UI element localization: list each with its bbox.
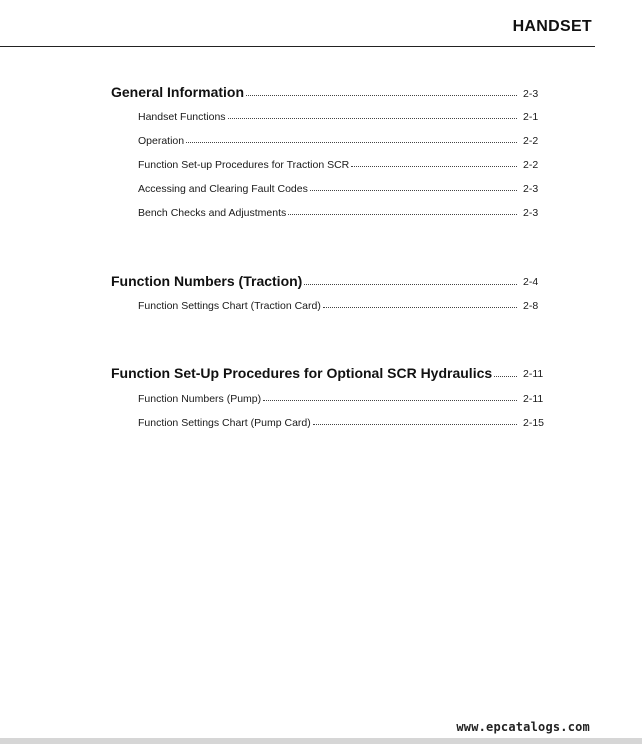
toc-item-fault-codes[interactable] bbox=[138, 183, 517, 195]
page-header bbox=[0, 0, 595, 47]
toc-item-label: Function Settings Chart (Pump Card) bbox=[138, 417, 311, 429]
bottom-strip bbox=[0, 738, 642, 744]
toc-item-page: 2-2 bbox=[523, 159, 539, 171]
toc-item-settings-chart-pump[interactable] bbox=[138, 417, 517, 429]
toc-leader-dots bbox=[310, 190, 517, 191]
toc-item-page: 2-8 bbox=[523, 300, 539, 312]
toc-leader-dots bbox=[288, 214, 517, 215]
toc-leader-dots bbox=[494, 376, 517, 377]
toc-leader-dots bbox=[304, 284, 517, 285]
toc-section-title: Function Numbers (Traction) bbox=[111, 273, 303, 289]
toc-leader-dots bbox=[246, 95, 517, 96]
toc-item-settings-chart-traction[interactable] bbox=[138, 300, 517, 312]
toc-section-general-information[interactable] bbox=[111, 84, 517, 100]
watermark: www.epcatalogs.com bbox=[456, 720, 590, 734]
toc-section-optional-scr-hydraulics[interactable] bbox=[111, 365, 517, 381]
toc-item-function-setup-traction[interactable] bbox=[138, 159, 517, 171]
toc-item-page: 2-3 bbox=[523, 183, 539, 195]
toc-section-page: 2-11 bbox=[523, 368, 544, 380]
toc-item-page: 2-15 bbox=[523, 417, 545, 429]
toc-item-page: 2-2 bbox=[523, 135, 539, 147]
toc-item-page: 2-1 bbox=[523, 111, 539, 123]
toc-item-bench-checks[interactable] bbox=[138, 207, 517, 219]
toc-section-page: 2-4 bbox=[523, 276, 539, 288]
toc-leader-dots bbox=[263, 400, 517, 401]
toc-item-function-numbers-pump[interactable] bbox=[138, 393, 517, 405]
toc-leader-dots bbox=[186, 142, 517, 143]
toc-item-page: 2-11 bbox=[523, 393, 544, 405]
toc-leader-dots bbox=[228, 118, 517, 119]
toc-leader-dots bbox=[323, 307, 517, 308]
toc-item-label: Function Settings Chart (Traction Card) bbox=[138, 300, 321, 312]
page-title: HANDSET bbox=[512, 18, 592, 35]
toc-item-operation[interactable] bbox=[138, 135, 517, 147]
toc-item-label: Function Numbers (Pump) bbox=[138, 393, 262, 405]
toc-item-page: 2-3 bbox=[523, 207, 539, 219]
toc-item-handset-functions[interactable] bbox=[138, 111, 517, 123]
toc-item-label: Accessing and Clearing Fault Codes bbox=[138, 183, 308, 195]
toc-item-label: Handset Functions bbox=[138, 111, 226, 123]
toc-section-title: General Information bbox=[111, 84, 245, 100]
toc-section-function-numbers-traction[interactable] bbox=[111, 273, 517, 289]
toc-section-title: Function Set-Up Procedures for Optional SCR Hydraulics bbox=[111, 365, 493, 381]
toc-item-label: Function Set-up Procedures for Traction SCR bbox=[138, 159, 350, 171]
toc-leader-dots bbox=[351, 166, 517, 167]
toc-leader-dots bbox=[313, 424, 517, 425]
toc-section-page: 2-3 bbox=[523, 88, 539, 100]
toc-item-label: Bench Checks and Adjustments bbox=[138, 207, 287, 219]
toc-item-label: Operation bbox=[138, 135, 185, 147]
